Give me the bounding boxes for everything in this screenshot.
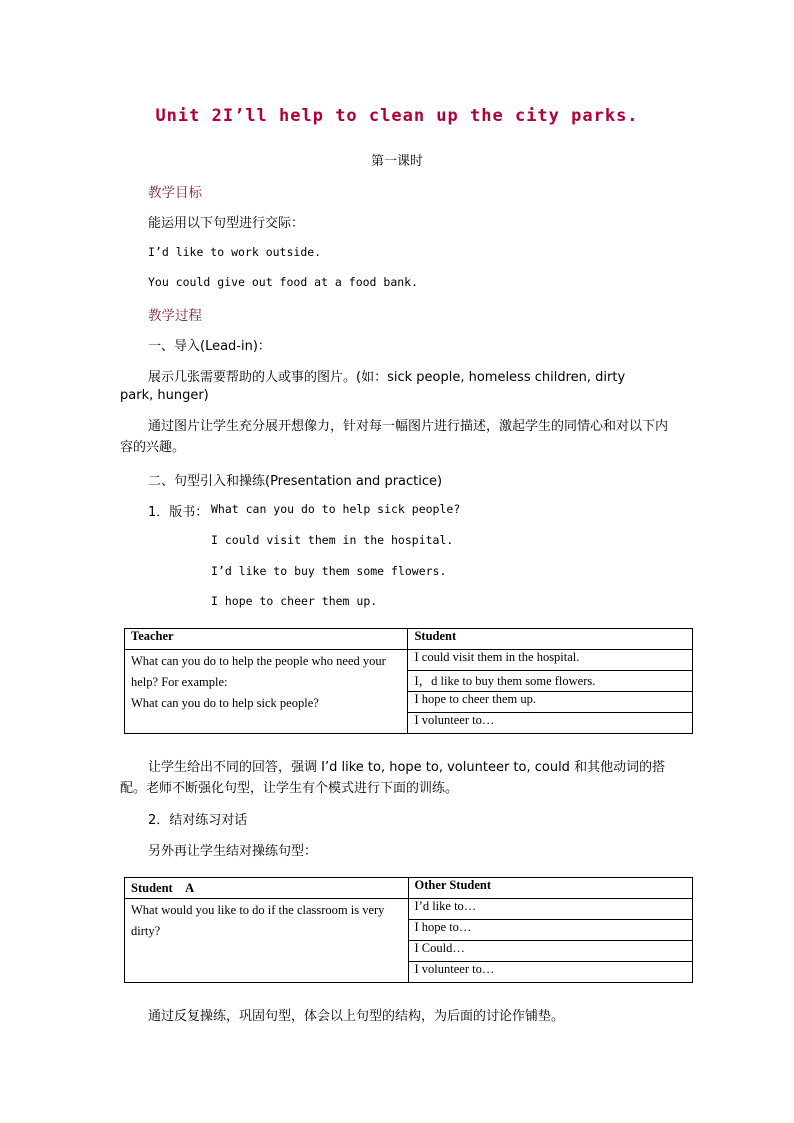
objectives-intro: 能运用以下句型进行交际：	[148, 216, 305, 231]
objective-sentence-1: I’d like to work outside.	[148, 245, 322, 259]
objectives-heading: 教学目标	[148, 185, 202, 201]
table1-header-student: Student	[408, 629, 693, 650]
table2-question-cell: What would you like to do if the classroom is very dirty?	[125, 899, 409, 983]
board-line-3: I’d like to buy them some flowers.	[211, 564, 447, 578]
table2-answer-row-1: I’d like to…	[408, 899, 693, 920]
table2-answer-row-3: I Could…	[408, 941, 693, 962]
table2-answer-row-4: I volunteer to…	[408, 962, 693, 983]
step2-title: 二、句型引入和操练(Presentation and practice)	[148, 474, 443, 489]
table1-student-row-4: I volunteer to…	[408, 713, 693, 734]
board-line-2: I could visit them in the hospital.	[211, 533, 454, 547]
table1-student-row-1: I could visit them in the hospital.	[408, 650, 693, 671]
table1-teacher-cell	[125, 650, 408, 734]
table1-teacher-example: What can you do to help sick people?	[131, 696, 319, 710]
lesson-subtitle: 第一课时	[370, 154, 423, 169]
table1-followup-paragraph: 让学生给出不同的回答，强调 I’d like to, hope to, volunteer to, could 和其他动词的搭配。老师不断强化句型，让学生有个模式进行下面的训练。	[120, 760, 666, 796]
objective-sentence-2: You could give out food at a food bank.	[148, 275, 419, 289]
step1-line-1: 展示几张需要帮助的人或事的图片。(如：sick people, homeless children, dirty	[148, 370, 626, 385]
step1-line-2: park, hunger)	[120, 388, 209, 403]
page-title: Unit 2I’ll help to clean up the city parks.	[155, 106, 639, 126]
table1-teacher-question: What can you do to help the people who need your help? For example:	[131, 654, 386, 689]
board-line-4: I hope to cheer them up.	[211, 594, 378, 608]
table2-header-other-student: Other Student	[408, 878, 693, 899]
table1-student-row-2: I，d like to buy them some flowers.	[408, 671, 693, 692]
closing-paragraph: 通过反复操练，巩固句型，体会以上句型的结构，为后面的讨论作铺垫。	[148, 1009, 565, 1024]
pair-practice-table	[124, 877, 693, 983]
step1-paragraph: 通过图片让学生充分展开想像力，针对每一幅图片进行描述，激起学生的同情心和对以下内容的兴趣。	[120, 419, 669, 455]
table1-header-teacher: Teacher	[125, 629, 408, 650]
pair-practice-intro: 另外再让学生结对操练句型：	[148, 844, 318, 859]
process-heading: 教学过程	[148, 308, 202, 324]
table2-answer-row-2: I hope to…	[408, 920, 693, 941]
board-line-1: What can you do to help sick people?	[211, 502, 461, 516]
table1-student-row-3: I hope to cheer them up.	[408, 692, 693, 713]
board-label: 1．版书：	[148, 505, 209, 520]
teacher-student-table	[124, 628, 693, 734]
pair-practice-title: 2．结对练习对话	[148, 813, 248, 828]
step1-title: 一、导入(Lead-in)：	[148, 339, 271, 354]
table2-header-student-a: Student A	[125, 878, 409, 899]
